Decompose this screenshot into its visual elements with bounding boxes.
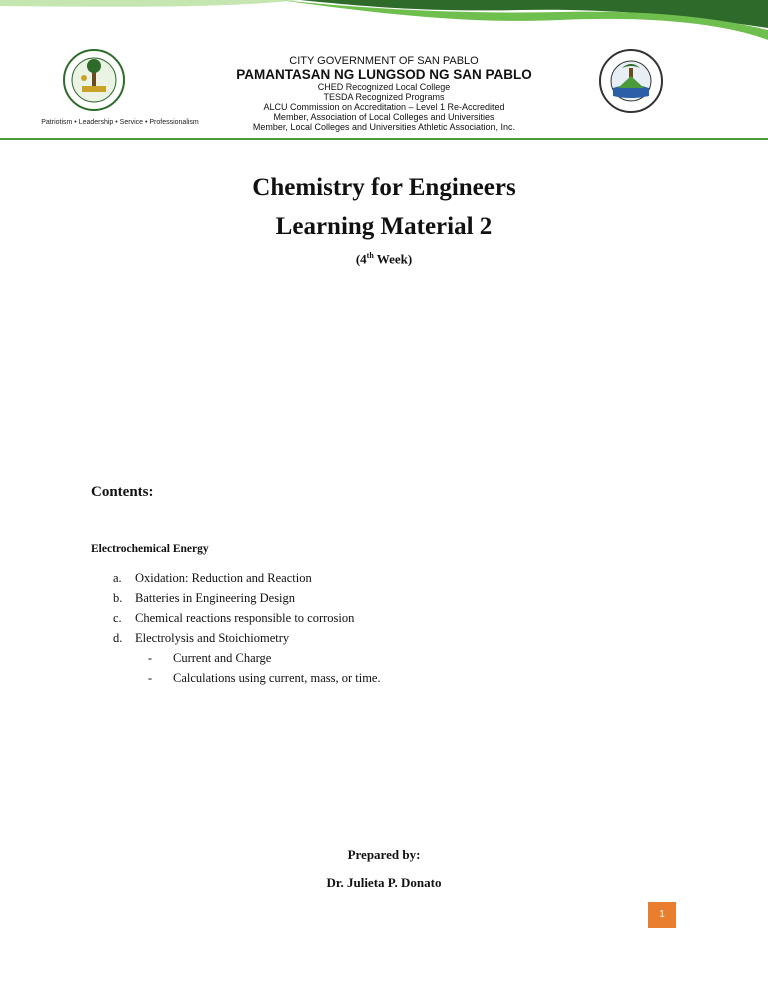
author-name: Dr. Julieta P. Donato (326, 875, 442, 890)
contents-list (113, 569, 381, 689)
school-name: PAMANTASAN NG LUNGSOD NG SAN PABLO (236, 67, 532, 82)
college-motto: Patriotism • Leadership • Service • Professionalism (41, 119, 199, 126)
document-title: Chemistry for Engineers (252, 174, 516, 201)
header-wave-decoration (0, 0, 768, 40)
institution-header (200, 55, 568, 132)
accreditation-line: Member, Local Colleges and Universities Athletic Association, Inc. (252, 122, 516, 132)
list-item: b. Batteries in Engineering Design (113, 591, 296, 605)
section-title: Electrochemical Energy (91, 543, 209, 555)
list-item: c. Chemical reactions responsible to corrosion (113, 611, 355, 625)
accreditation-line: TESDA Recognized Programs (323, 92, 445, 102)
contents-heading: Contents: (91, 484, 154, 500)
accreditation-line: Member, Association of Local Colleges and Universities (273, 112, 495, 122)
sub-list-item: - Calculations using current, mass, or time. (147, 671, 381, 685)
sub-list-item: - Current and Charge (147, 651, 272, 665)
city-government-line: CITY GOVERNMENT OF SAN PABLO (289, 55, 479, 67)
accreditation-line: CHED Recognized Local College (317, 82, 451, 92)
page-number-badge: 1 (648, 902, 676, 928)
prepared-by-label: Prepared by: (347, 847, 421, 862)
list-item: d. Electrolysis and Stoichiometry (113, 631, 290, 645)
header-divider (0, 138, 768, 140)
document-subtitle: Learning Material 2 (275, 213, 493, 240)
college-seal-logo (62, 46, 126, 116)
week-label: (4th Week) (355, 251, 413, 267)
list-item: a. Oxidation: Reduction and Reaction (113, 571, 312, 585)
accreditation-line: ALCU Commission on Accreditation – Level 1 Re-Accredited (263, 102, 505, 112)
city-official-seal-logo (598, 46, 664, 116)
